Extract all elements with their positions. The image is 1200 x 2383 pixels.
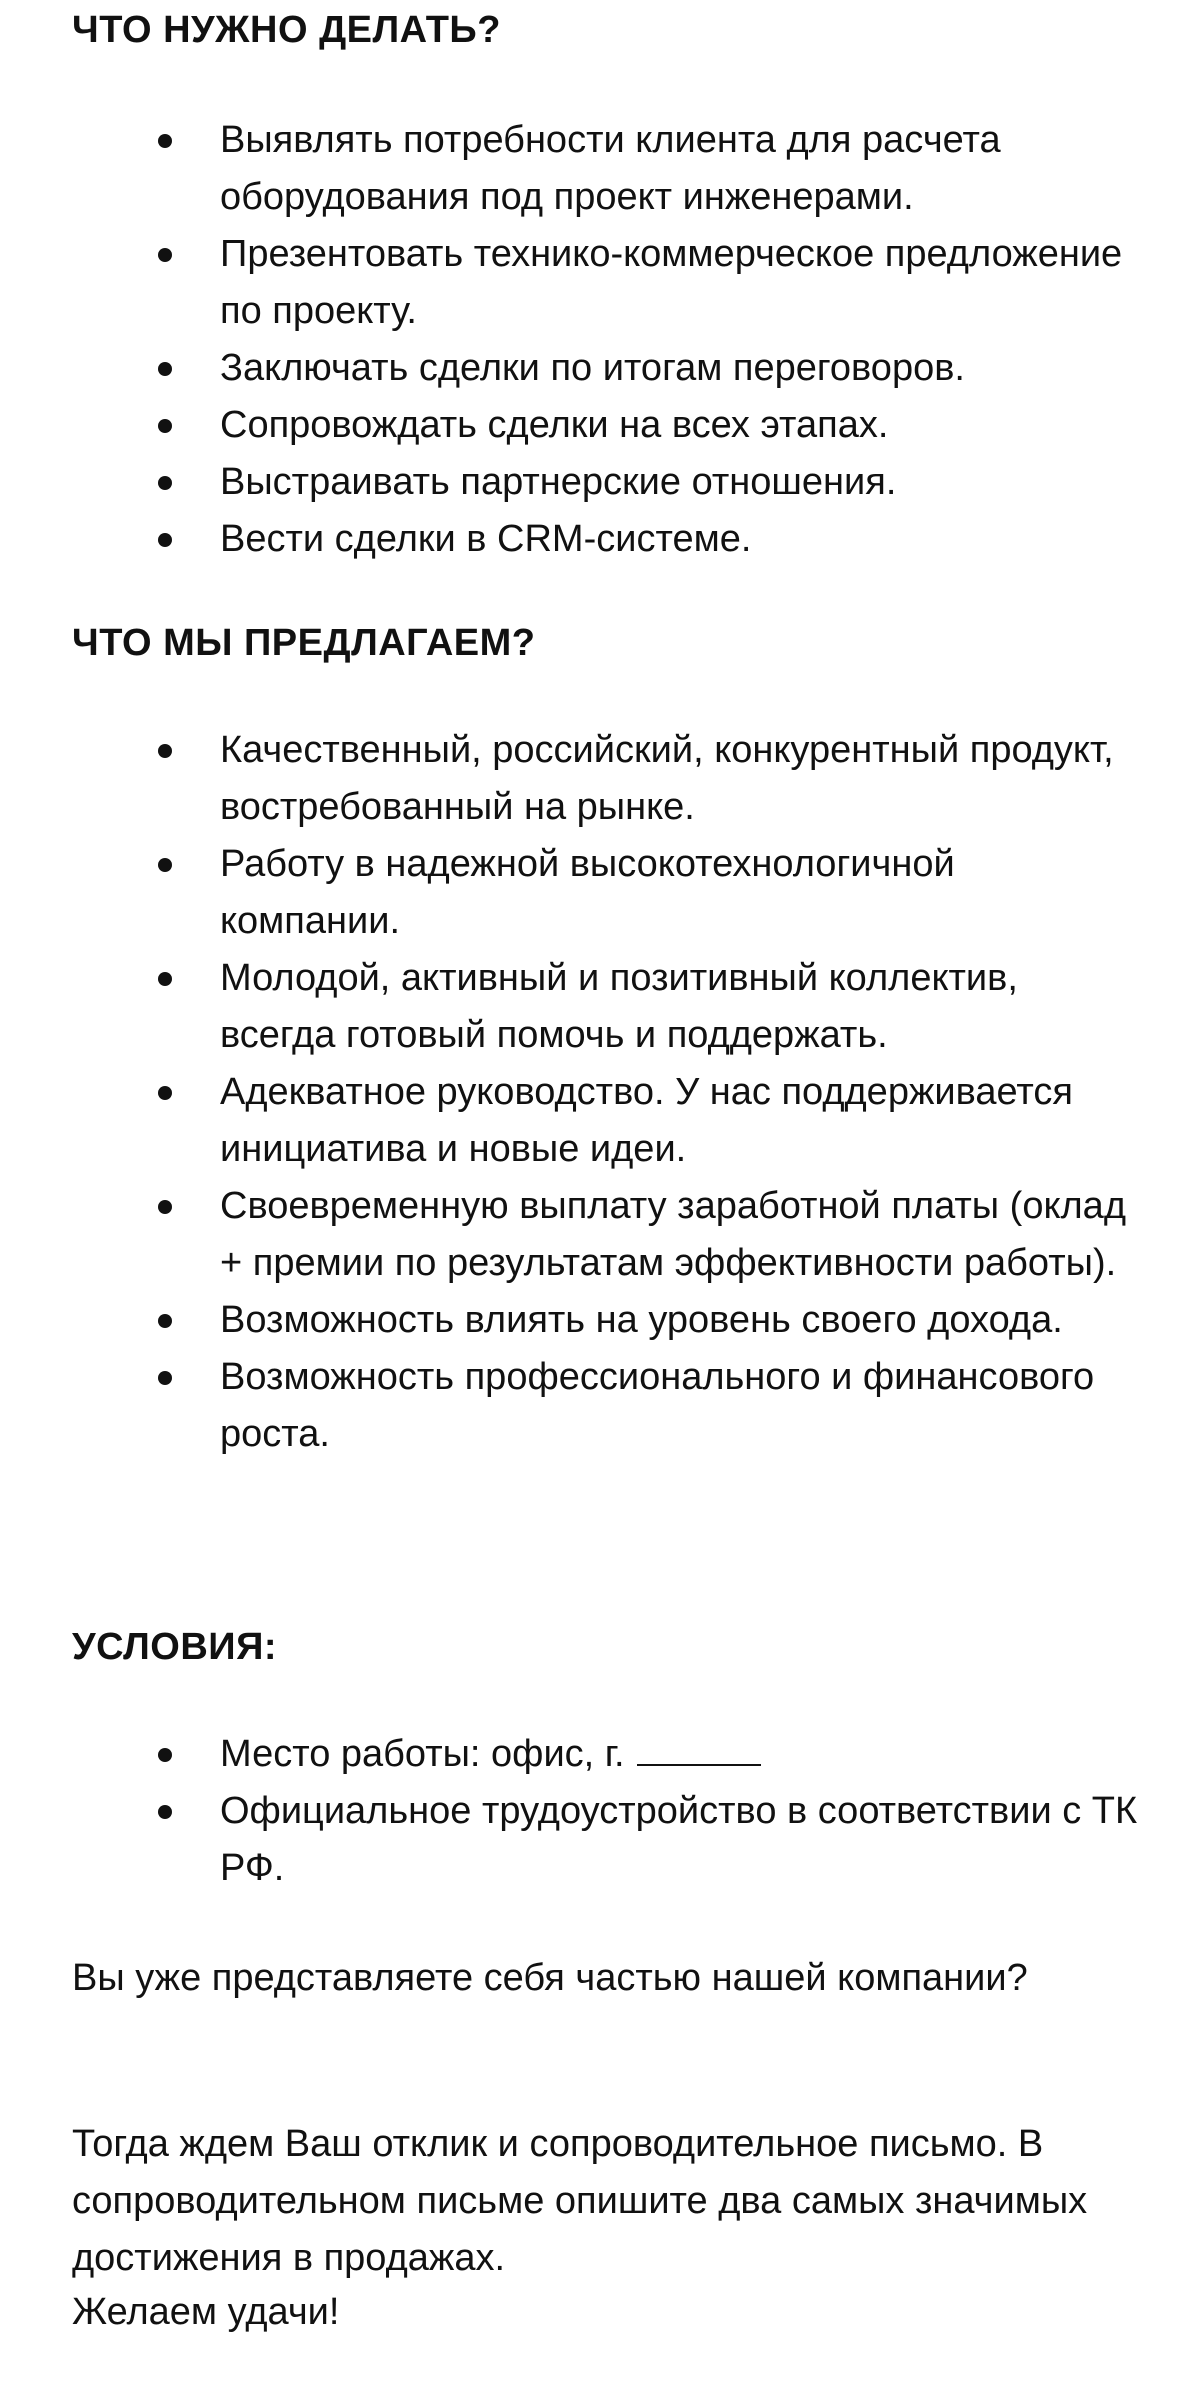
section-heading-what-to-do: ЧТО НУЖНО ДЕЛАТЬ? — [72, 9, 501, 51]
bullet-icon — [158, 134, 172, 148]
bullet-icon — [158, 362, 172, 376]
bullet-icon — [158, 1748, 172, 1762]
bullet-icon — [158, 1371, 172, 1385]
bullet-icon — [158, 1200, 172, 1214]
bullet-icon — [158, 1805, 172, 1819]
list-item: Сопровождать сделки на всех этапах. — [72, 397, 1140, 454]
list-item: Вести сделки в CRM-системе. — [72, 511, 1140, 568]
list-item: Работу в надежной высокотехнологичной компании. — [72, 836, 1140, 950]
bullet-icon — [158, 858, 172, 872]
list-item: Адекватное руководство. У нас поддерживается инициатива и новые идеи. — [72, 1064, 1140, 1178]
list-item — [72, 1726, 1140, 1783]
bullet-icon — [158, 744, 172, 758]
list-item: Качественный, российский, конкурентный продукт, востребованный на рынке. — [72, 722, 1140, 836]
city-blank-line — [637, 1736, 761, 1766]
list-item: Возможность влиять на уровень своего дохода. — [72, 1292, 1140, 1349]
bullet-icon — [158, 1314, 172, 1328]
list-item: Молодой, активный и позитивный коллектив, всегда готовый помочь и поддержать. — [72, 950, 1140, 1064]
list-item: Возможность профессионального и финансового роста. — [72, 1349, 1140, 1463]
list-what-we-offer — [72, 722, 1140, 1463]
list-what-to-do — [72, 112, 1140, 568]
closing-call-to-action: Тогда ждем Ваш отклик и сопроводительное письмо. В сопроводительном письме опишите два самых значимых достижения в продажах. — [72, 2123, 1088, 2279]
list-item: Официальное трудоустройство в соответствии с ТК РФ. — [72, 1783, 1140, 1897]
list-item: Выявлять потребности клиента для расчета оборудования под проект инженерами. — [72, 112, 1140, 226]
bullet-icon — [158, 248, 172, 262]
bullet-icon — [158, 476, 172, 490]
list-item: Презентовать технико-коммерческое предложение по проекту. — [72, 226, 1140, 340]
bullet-icon — [158, 1086, 172, 1100]
list-item: Выстраивать партнерские отношения. — [72, 454, 1140, 511]
list-item: Своевременную выплату заработной платы (оклад + премии по результатам эффективности работы). — [72, 1178, 1140, 1292]
closing-wish: Желаем удачи! — [72, 2291, 340, 2333]
list-item: Заключать сделки по итогам переговоров. — [72, 340, 1140, 397]
closing-question: Вы уже представляете себя частью нашей компании? — [72, 1957, 1028, 1999]
workplace-text: Место работы: офис, г. — [220, 1733, 625, 1775]
bullet-icon — [158, 419, 172, 433]
list-conditions — [72, 1726, 1140, 1897]
section-heading-conditions: УСЛОВИЯ: — [72, 1626, 278, 1668]
bullet-icon — [158, 972, 172, 986]
section-heading-what-we-offer: ЧТО МЫ ПРЕДЛАГАЕМ? — [72, 622, 536, 664]
bullet-icon — [158, 533, 172, 547]
